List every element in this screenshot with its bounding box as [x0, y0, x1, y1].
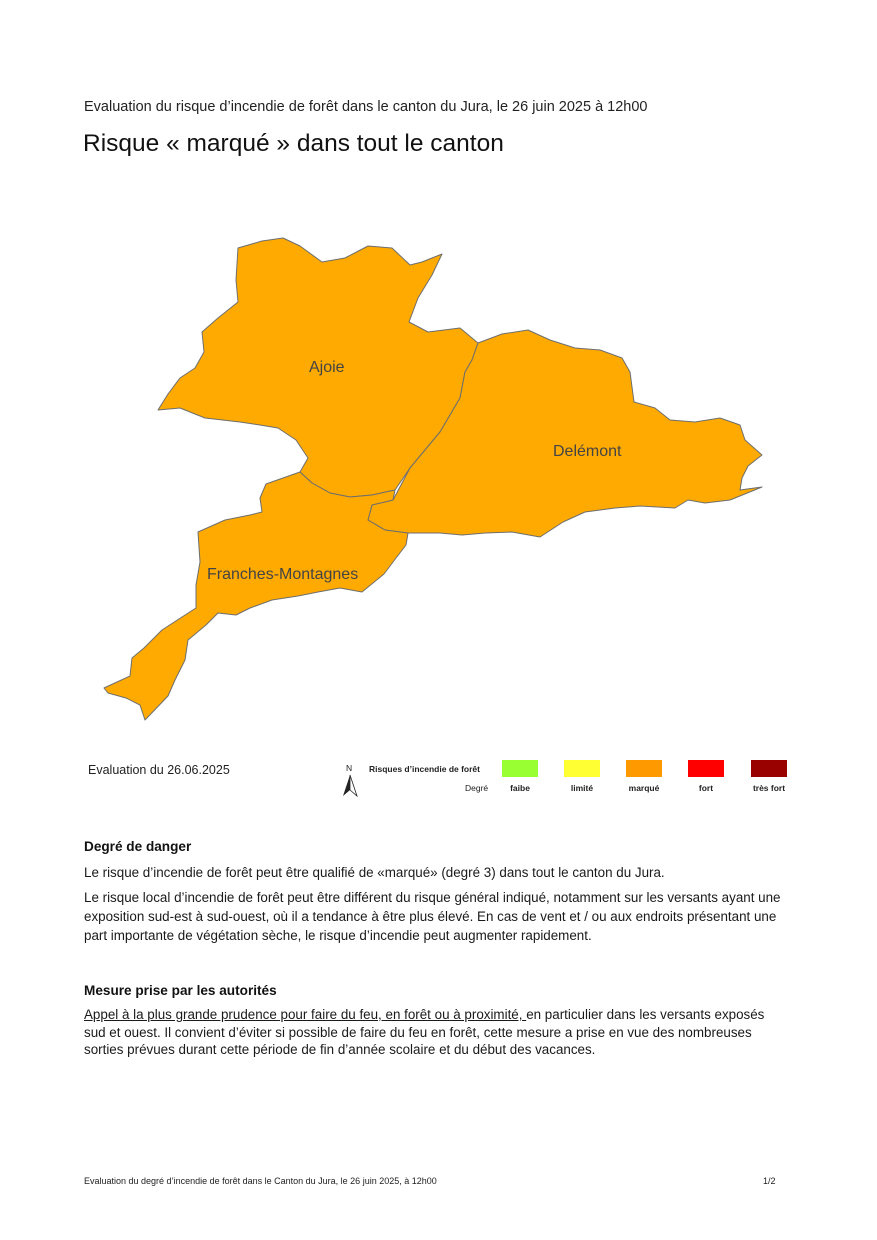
risk-legend — [369, 760, 787, 793]
legend-title: Risques d’incendie de forêt — [369, 764, 480, 774]
page-number: 1/2 — [763, 1176, 776, 1186]
legend-swatch-limite — [564, 760, 600, 777]
legend-swatch-tres-fort — [751, 760, 787, 777]
region-label-franches-montagnes: Franches-Montagnes — [207, 566, 359, 583]
document-subtitle: Evaluation du risque d’incendie de forêt dans le canton du Jura, le 26 juin 2025 à 12h00 — [84, 99, 648, 115]
measures-paragraph — [84, 1006, 784, 1059]
legend-label-limite: limité — [570, 783, 594, 793]
measures-heading: Mesure prise par les autorités — [84, 983, 277, 998]
region-label-delemont: Delémont — [553, 443, 622, 460]
north-arrow-icon — [343, 763, 357, 796]
legend-label-fort: fort — [698, 783, 714, 793]
evaluation-date: Evaluation du 26.06.2025 — [88, 763, 230, 777]
legend-label-tres-fort: très fort — [752, 783, 786, 793]
danger-paragraph-2: Le risque local d’incendie de forêt peut être différent du risque général indiqué, notamment sur les versants ayant une exposition sud-est à sud-ouest, où il a tendance à être plus élevé. En cas de vent et / ou aux endroits présentant une part importante de végétation sèche, le risque d’incendie peut augmenter rapidement. — [84, 890, 781, 943]
measures-underlined-text: Appel à la plus grande prudence pour faire du feu, en forêt ou à proximité, — [84, 1007, 527, 1022]
legend-swatch-fort — [688, 760, 724, 777]
legend-label-faible: faibe — [510, 783, 530, 793]
measures-rest-text: en particulier dans les versants exposés sud et ouest. Il convient d’éviter si possible de faire du feu en forêt, cette mesure a prise en vue des nombreuses sorties prévues durant cette période de fin d’année scolaire et du début des vacances. — [84, 1007, 765, 1057]
region-label-ajoie: Ajoie — [309, 359, 345, 376]
footer-text: Evaluation du degré d’incendie de forêt dans le Canton du Jura, le 26 juin 2025, à 12h00 — [84, 1176, 437, 1186]
north-label: N — [346, 763, 353, 773]
legend-degree-label: Degré — [465, 783, 489, 793]
legend-swatch-marque — [626, 760, 662, 777]
page-title: Risque « marqué » dans tout le canton — [83, 130, 504, 157]
legend-swatch-faible — [502, 760, 538, 777]
danger-heading: Degré de danger — [84, 839, 192, 854]
region-franches-montagnes — [104, 472, 408, 720]
danger-paragraph-1: Le risque d’incendie de forêt peut être qualifié de «marqué» (degré 3) dans tout le canton du Jura. — [84, 865, 665, 880]
legend-label-marque: marqué — [628, 783, 660, 793]
